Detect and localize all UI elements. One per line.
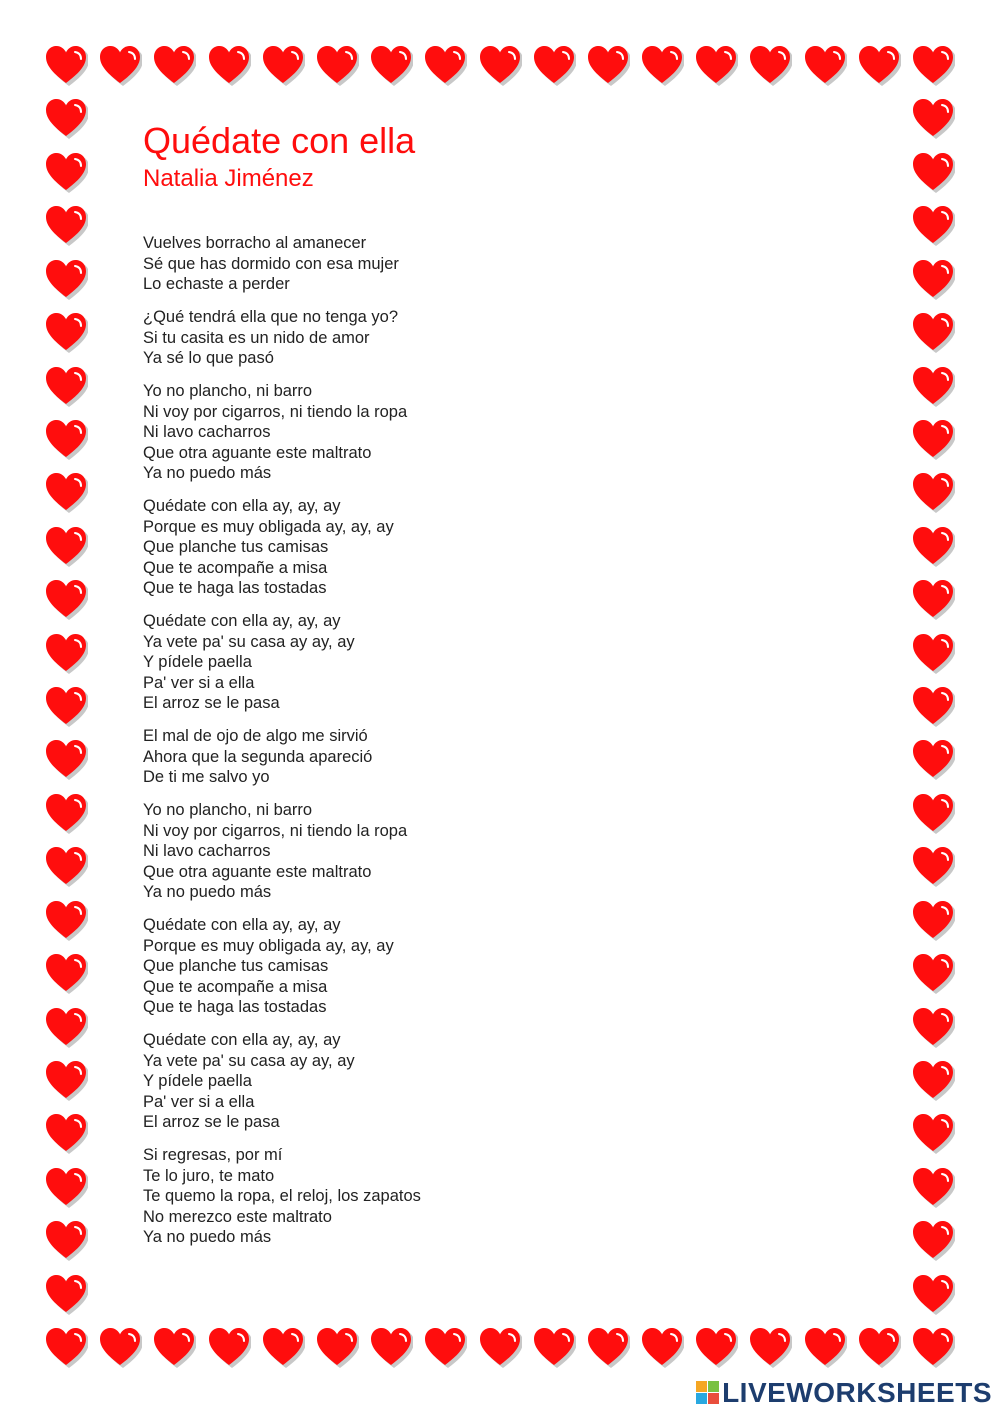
heart-icon xyxy=(44,738,88,782)
heart-icon xyxy=(911,258,955,302)
heart-icon xyxy=(44,44,88,88)
heart-icon xyxy=(911,685,955,729)
heart-icon xyxy=(911,1006,955,1050)
heart-icon xyxy=(44,258,88,302)
heart-icon xyxy=(423,1326,467,1370)
lyrics-stanza xyxy=(143,800,843,903)
heart-icon xyxy=(911,418,955,462)
heart-icon xyxy=(911,204,955,248)
heart-icon xyxy=(261,44,305,88)
heart-icon xyxy=(911,899,955,943)
lyric-line: Quédate con ella ay, ay, ay xyxy=(143,612,341,630)
heart-icon xyxy=(44,1059,88,1103)
heart-icon xyxy=(857,44,901,88)
lyric-line: Ni voy por cigarros, ni tiendo la ropa xyxy=(143,402,408,421)
lyric-line: Ya no puedo más xyxy=(143,464,272,482)
lyric-line: Ahora que la segunda apareció xyxy=(143,747,373,766)
heart-icon xyxy=(911,44,955,88)
heart-icon xyxy=(44,1273,88,1317)
heart-icon xyxy=(911,1059,955,1103)
lyric-line: Que te haga las tostadas xyxy=(143,579,327,597)
lyric-line: Que planche tus camisas xyxy=(143,538,329,556)
heart-icon xyxy=(261,1326,305,1370)
lyrics-stanza xyxy=(143,381,843,484)
heart-icon xyxy=(478,44,522,88)
heart-icon xyxy=(44,899,88,943)
lyric-line: Si tu casita es un nido de amor xyxy=(143,328,370,347)
lyric-line: Y pídele paella xyxy=(143,653,252,671)
heart-icon xyxy=(911,1166,955,1210)
heart-icon xyxy=(44,1112,88,1156)
heart-icon xyxy=(44,204,88,248)
lyrics-stanza xyxy=(143,496,843,599)
heart-icon xyxy=(803,44,847,88)
song-artist: Natalia Jiménez xyxy=(143,165,314,192)
heart-icon xyxy=(911,311,955,355)
heart-icon xyxy=(44,311,88,355)
heart-icon xyxy=(694,44,738,88)
heart-icon xyxy=(694,1326,738,1370)
heart-icon xyxy=(152,44,196,88)
lyric-line: Ya sé lo que pasó xyxy=(143,349,274,367)
lyric-line: Yo no plancho, ni barro xyxy=(143,382,313,400)
lyric-line: Ya vete pa' su casa ay ay, ay xyxy=(143,632,355,651)
heart-icon xyxy=(803,1326,847,1370)
heart-icon xyxy=(857,1326,901,1370)
lyric-line: El arroz se le pasa xyxy=(143,1113,280,1131)
heart-icon xyxy=(532,1326,576,1370)
lyric-line: De ti me salvo yo xyxy=(143,768,270,786)
heart-icon xyxy=(911,738,955,782)
heart-icon xyxy=(369,44,413,88)
lyric-line: Ya no puedo más xyxy=(143,883,272,901)
heart-icon xyxy=(369,1326,413,1370)
lyric-line: Yo no plancho, ni barro xyxy=(143,801,313,819)
heart-icon xyxy=(44,97,88,141)
lyric-line: Que otra aguante este maltrato xyxy=(143,443,372,462)
heart-icon xyxy=(478,1326,522,1370)
heart-icon xyxy=(44,578,88,622)
lyric-line: Quédate con ella ay, ay, ay xyxy=(143,1031,341,1049)
heart-icon xyxy=(911,151,955,195)
lyric-line: Que te acompañe a misa xyxy=(143,977,328,996)
lyrics-stanza xyxy=(143,307,843,369)
lyrics-stanza xyxy=(143,611,843,714)
lyric-line: Porque es muy obligada ay, ay, ay xyxy=(143,517,394,536)
lyric-line: Pa' ver si a ella xyxy=(143,1092,255,1111)
heart-icon xyxy=(423,44,467,88)
lyric-line: Ni lavo cacharros xyxy=(143,423,271,441)
lyric-line: El arroz se le pasa xyxy=(143,694,280,712)
heart-icon xyxy=(911,1326,955,1370)
heart-icon xyxy=(911,365,955,409)
heart-icon xyxy=(44,845,88,889)
heart-icon xyxy=(44,1166,88,1210)
liveworksheets-logo-icon xyxy=(696,1381,720,1405)
heart-icon xyxy=(98,1326,142,1370)
heart-icon xyxy=(44,525,88,569)
heart-icon xyxy=(911,1112,955,1156)
lyric-line: El mal de ojo de algo me sirvió xyxy=(143,727,368,745)
heart-icon xyxy=(44,471,88,515)
lyric-line: Pa' ver si a ella xyxy=(143,673,255,692)
heart-icon xyxy=(911,792,955,836)
heart-icon xyxy=(44,1219,88,1263)
heart-icon xyxy=(315,1326,359,1370)
lyric-line: Ya no puedo más xyxy=(143,1228,272,1246)
heart-icon xyxy=(44,1326,88,1370)
lyric-line: Si regresas, por mí xyxy=(143,1146,283,1164)
heart-icon xyxy=(44,1006,88,1050)
heart-icon xyxy=(207,1326,251,1370)
heart-icon xyxy=(911,632,955,676)
heart-icon xyxy=(911,1219,955,1263)
heart-icon xyxy=(911,525,955,569)
lyric-line: Que planche tus camisas xyxy=(143,957,329,975)
liveworksheets-logo[interactable] xyxy=(696,1376,992,1410)
heart-icon xyxy=(911,471,955,515)
heart-icon xyxy=(911,578,955,622)
logo-text: LIVEWORKSHEETS xyxy=(722,1377,992,1408)
heart-icon xyxy=(748,1326,792,1370)
heart-icon xyxy=(532,44,576,88)
lyric-line: Porque es muy obligada ay, ay, ay xyxy=(143,936,394,955)
heart-icon xyxy=(44,151,88,195)
lyric-line: Quédate con ella ay, ay, ay xyxy=(143,497,341,515)
lyrics-stanza xyxy=(143,1030,843,1133)
lyric-line: Ya vete pa' su casa ay ay, ay xyxy=(143,1051,355,1070)
lyric-line: No merezco este maltrato xyxy=(143,1207,332,1226)
lyrics-stanza xyxy=(143,915,843,1018)
heart-icon xyxy=(586,44,630,88)
lyric-line: Vuelves borracho al amanecer xyxy=(143,234,367,252)
heart-icon xyxy=(152,1326,196,1370)
lyric-line: Ni voy por cigarros, ni tiendo la ropa xyxy=(143,821,408,840)
heart-icon xyxy=(44,632,88,676)
heart-icon xyxy=(640,1326,684,1370)
heart-icon xyxy=(586,1326,630,1370)
song-title: Quédate con ella xyxy=(143,120,416,161)
heart-icon xyxy=(911,952,955,996)
lyrics-body xyxy=(143,233,843,1260)
heart-icon xyxy=(44,365,88,409)
heart-icon xyxy=(207,44,251,88)
heart-icon xyxy=(748,44,792,88)
heart-icon xyxy=(44,418,88,462)
lyric-line: Y pídele paella xyxy=(143,1072,252,1090)
lyrics-stanza xyxy=(143,726,843,788)
lyrics-stanza xyxy=(143,1145,843,1248)
heart-icon xyxy=(44,792,88,836)
lyric-line: Sé que has dormido con esa mujer xyxy=(143,254,399,273)
heart-icon xyxy=(911,97,955,141)
heart-icon xyxy=(911,1273,955,1317)
lyric-line: Te quemo la ropa, el reloj, los zapatos xyxy=(143,1187,421,1205)
lyric-line: ¿Qué tendrá ella que no tenga yo? xyxy=(143,308,399,326)
lyric-line: Quédate con ella ay, ay, ay xyxy=(143,916,341,934)
lyric-line: Lo echaste a perder xyxy=(143,275,290,293)
heart-icon xyxy=(640,44,684,88)
heart-icon xyxy=(44,952,88,996)
lyrics-stanza xyxy=(143,233,843,295)
heart-icon xyxy=(911,845,955,889)
lyric-line: Que te acompañe a misa xyxy=(143,558,328,577)
lyric-line: Que te haga las tostadas xyxy=(143,998,327,1016)
heart-icon xyxy=(98,44,142,88)
lyric-line: Que otra aguante este maltrato xyxy=(143,862,372,881)
heart-icon xyxy=(44,685,88,729)
lyric-line: Te lo juro, te mato xyxy=(143,1166,275,1185)
heart-icon xyxy=(315,44,359,88)
lyric-line: Ni lavo cacharros xyxy=(143,842,271,860)
